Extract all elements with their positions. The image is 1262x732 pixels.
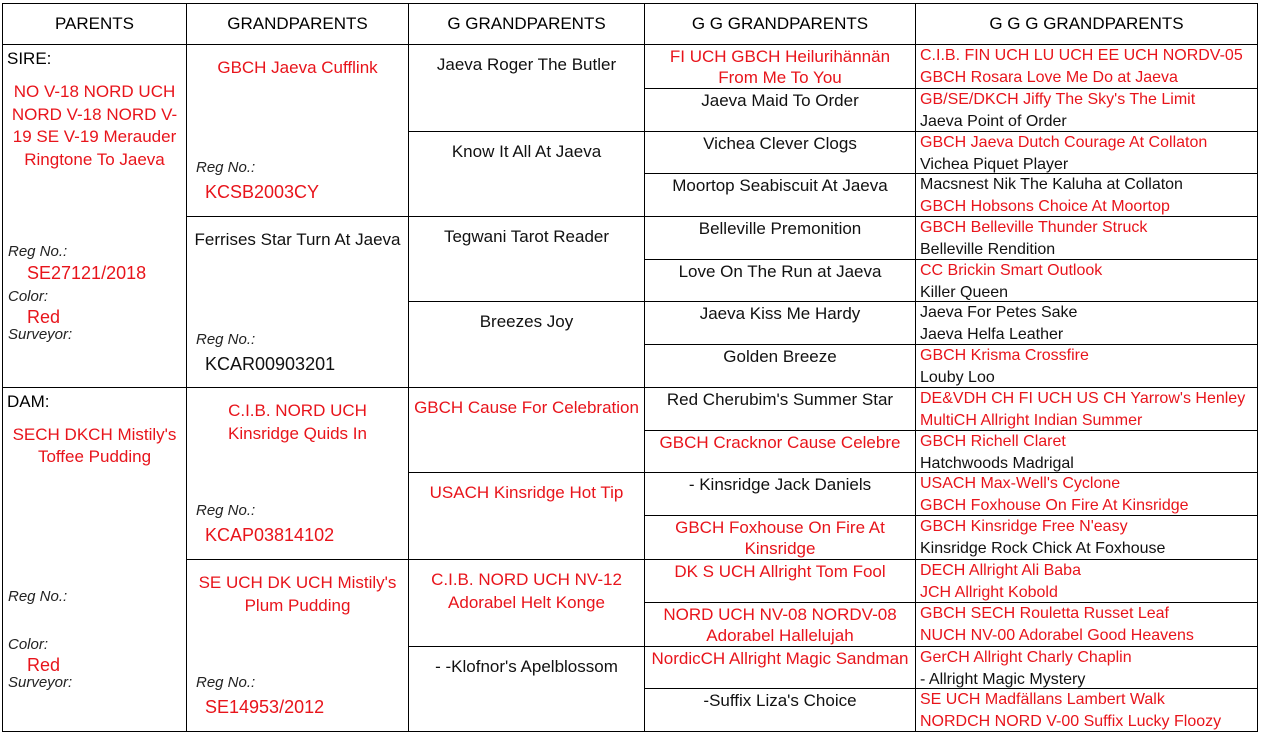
pedigree-row bbox=[3, 387, 1258, 430]
g-grandparent-name[interactable]: Tegwani Tarot Reader bbox=[443, 227, 610, 247]
header-ggg-grandparents: G G G GRANDPARENTS bbox=[916, 4, 1258, 45]
gg-grandparent-name[interactable]: NORD UCH NV-08 NORDV-08 Adorabel Hallelujah bbox=[663, 604, 897, 645]
grandparent-reg-no: SE14953/2012 bbox=[205, 696, 325, 717]
dam-color-label: Color: bbox=[8, 635, 49, 653]
ggg-grandparent-cell bbox=[916, 259, 1258, 302]
g-grandparent-name[interactable]: Know It All At Jaeva bbox=[451, 141, 602, 161]
gg-grandparent-name[interactable]: Red Cherubim's Summer Star bbox=[666, 389, 894, 409]
grandparent-reg-label: Reg No.: bbox=[196, 331, 256, 349]
grandparent-reg-no: KCSB2003CY bbox=[205, 182, 320, 202]
gg-grandparent-name[interactable]: Love On The Run at Jaeva bbox=[678, 261, 882, 281]
gg-grandparent-name[interactable]: Belleville Premonition bbox=[698, 219, 862, 239]
ggg-grandparent-sire[interactable]: GBCH SECH Rouletta Russet Leaf bbox=[920, 604, 1169, 622]
header-parents: PARENTS bbox=[3, 4, 187, 45]
ggg-grandparent-dam[interactable]: GBCH Rosara Love Me Do at Jaeva bbox=[920, 69, 1178, 86]
ggg-grandparent-cell bbox=[916, 45, 1258, 89]
ggg-grandparent-dam[interactable]: Jaeva Point of Order bbox=[920, 113, 1067, 130]
header-g-grandparents: G GRANDPARENTS bbox=[409, 4, 645, 45]
ggg-grandparent-cell bbox=[916, 602, 1258, 646]
ggg-grandparent-dam[interactable]: JCH Allright Kobold bbox=[920, 583, 1058, 601]
gg-grandparent-name[interactable]: Vichea Clever Clogs bbox=[703, 133, 857, 153]
ggg-grandparent-cell bbox=[916, 559, 1258, 602]
ggg-grandparent-cell bbox=[916, 131, 1258, 174]
ggg-grandparent-dam[interactable]: Killer Queen bbox=[920, 283, 1009, 301]
ggg-grandparent-sire[interactable]: DECH Allright Ali Baba bbox=[920, 561, 1081, 579]
g-grandparent-cell bbox=[409, 302, 645, 387]
grandparent-name[interactable]: C.I.B. NORD UCH Kinsridge Quids In bbox=[228, 400, 367, 443]
g-grandparent-cell bbox=[409, 473, 645, 560]
ggg-grandparent-cell bbox=[916, 345, 1258, 388]
ggg-grandparent-sire[interactable]: GBCH Belleville Thunder Struck bbox=[920, 219, 1148, 237]
gg-grandparent-name[interactable]: - Kinsridge Jack Daniels bbox=[688, 475, 872, 495]
pedigree-row bbox=[3, 45, 1258, 89]
gg-grandparent-name[interactable]: DK S UCH Allright Tom Fool bbox=[674, 561, 886, 581]
ggg-grandparent-sire[interactable]: DE&VDH CH FI UCH US CH Yarrow's Henley bbox=[920, 389, 1246, 407]
ggg-grandparent-cell bbox=[916, 430, 1258, 473]
ggg-grandparent-dam[interactable]: - Allright Magic Mystery bbox=[920, 670, 1086, 688]
g-grandparent-cell bbox=[409, 559, 645, 646]
gg-grandparent-cell bbox=[645, 89, 916, 132]
g-grandparent-cell bbox=[409, 217, 645, 302]
ggg-grandparent-sire[interactable]: Jaeva For Petes Sake bbox=[920, 304, 1078, 322]
g-grandparent-name[interactable]: Breezes Joy bbox=[479, 312, 574, 332]
gg-grandparent-name[interactable]: -Suffix Liza's Choice bbox=[703, 691, 857, 711]
g-grandparent-name[interactable]: C.I.B. NORD UCH NV-12 Adorabel Helt Konge bbox=[431, 569, 622, 612]
dam-reg-label: Reg No.: bbox=[8, 587, 68, 605]
grandparent-cell bbox=[187, 387, 409, 559]
g-grandparent-name[interactable]: - -Klofnor's Apelblossom bbox=[435, 656, 618, 676]
sire-reg-label: Reg No.: bbox=[8, 243, 68, 260]
gg-grandparent-cell bbox=[645, 473, 916, 516]
sire-surveyor-label: Surveyor: bbox=[8, 326, 73, 343]
ggg-grandparent-cell bbox=[916, 515, 1258, 559]
ggg-grandparent-dam[interactable]: Hatchwoods Madrigal bbox=[920, 454, 1074, 472]
ggg-grandparent-sire[interactable]: GB/SE/DKCH Jiffy The Sky's The Limit bbox=[920, 91, 1196, 108]
ggg-grandparent-dam[interactable]: Jaeva Helfa Leather bbox=[920, 326, 1064, 344]
sire-color-label: Color: bbox=[8, 288, 49, 305]
ggg-grandparent-cell bbox=[916, 217, 1258, 260]
g-grandparent-name[interactable]: GBCH Cause For Celebration bbox=[414, 397, 639, 417]
gg-grandparent-cell bbox=[645, 345, 916, 388]
grandparent-name[interactable]: GBCH Jaeva Cufflink bbox=[217, 58, 378, 77]
ggg-grandparent-sire[interactable]: Macsnest Nik The Kaluha at Collaton bbox=[920, 176, 1183, 194]
g-grandparent-cell bbox=[409, 131, 645, 216]
gg-grandparent-cell bbox=[645, 646, 916, 689]
ggg-grandparent-dam[interactable]: GBCH Hobsons Choice At Moortop bbox=[920, 198, 1170, 216]
gg-grandparent-name[interactable]: GBCH Foxhouse On Fire At Kinsridge bbox=[675, 517, 885, 558]
gg-grandparent-cell bbox=[645, 259, 916, 302]
gg-grandparent-name[interactable]: FI UCH GBCH Heilurihännän From Me To You bbox=[669, 47, 891, 87]
ggg-grandparent-dam[interactable]: Kinsridge Rock Chick At Foxhouse bbox=[920, 539, 1166, 557]
gg-grandparent-cell bbox=[645, 602, 916, 646]
dam-color: Red bbox=[27, 654, 61, 675]
dam-surveyor-label: Surveyor: bbox=[8, 673, 73, 691]
header-grandparents: GRANDPARENTS bbox=[187, 4, 409, 45]
grandparent-cell bbox=[187, 559, 409, 731]
ggg-grandparent-dam[interactable]: GBCH Foxhouse On Fire At Kinsridge bbox=[920, 497, 1189, 515]
ggg-grandparent-sire[interactable]: CC Brickin Smart Outlook bbox=[920, 261, 1103, 279]
gg-grandparent-name[interactable]: NordicCH Allright Magic Sandman bbox=[651, 648, 909, 668]
pedigree-body bbox=[3, 45, 1258, 732]
gg-grandparent-cell bbox=[645, 689, 916, 732]
header-row bbox=[3, 4, 1258, 45]
ggg-grandparent-cell bbox=[916, 89, 1258, 132]
sire-heading: SIRE: bbox=[7, 49, 52, 68]
pedigree-table bbox=[2, 3, 1258, 732]
g-grandparent-name[interactable]: Jaeva Roger The Butler bbox=[436, 55, 617, 74]
gg-grandparent-name[interactable]: Golden Breeze bbox=[723, 347, 837, 367]
ggg-grandparent-cell bbox=[916, 689, 1258, 732]
gg-grandparent-cell bbox=[645, 217, 916, 260]
pedigree-row bbox=[3, 559, 1258, 602]
gg-grandparent-name[interactable]: GBCH Cracknor Cause Celebre bbox=[659, 432, 901, 452]
sire-color: Red bbox=[27, 307, 61, 327]
g-grandparent-cell bbox=[409, 387, 645, 472]
grandparent-reg-label: Reg No.: bbox=[196, 159, 256, 176]
ggg-grandparent-sire[interactable]: GBCH Kinsridge Free N'easy bbox=[920, 517, 1128, 535]
g-grandparent-cell bbox=[409, 646, 645, 731]
dam-name[interactable]: SECH DKCH Mistily's Toffee Pudding bbox=[12, 424, 177, 467]
ggg-grandparent-sire[interactable]: GBCH Jaeva Dutch Courage At Collaton bbox=[920, 133, 1208, 151]
g-grandparent-cell bbox=[409, 45, 645, 132]
ggg-grandparent-sire[interactable]: GerCH Allright Charly Chaplin bbox=[920, 648, 1132, 666]
ggg-grandparent-dam[interactable]: NORDCH NORD V-00 Suffix Lucky Floozy bbox=[920, 713, 1222, 731]
ggg-grandparent-cell bbox=[916, 387, 1258, 430]
ggg-grandparent-dam[interactable]: Louby Loo bbox=[920, 369, 995, 387]
sire-name[interactable]: NO V-18 NORD UCH NORD V-18 NORD V-19 SE V-19 Merauder Ringtone To Jaeva bbox=[11, 82, 178, 169]
ggg-grandparent-sire[interactable]: SE UCH Madfällans Lambert Walk bbox=[920, 691, 1165, 709]
gg-grandparent-cell bbox=[645, 387, 916, 430]
sire-cell bbox=[3, 45, 187, 388]
gg-grandparent-cell bbox=[645, 515, 916, 559]
ggg-grandparent-dam[interactable]: Vichea Piquet Player bbox=[920, 155, 1069, 173]
ggg-grandparent-sire[interactable]: USACH Max-Well's Cyclone bbox=[920, 475, 1121, 493]
grandparent-reg-no: KCAR00903201 bbox=[205, 354, 336, 375]
grandparent-name[interactable]: Ferrises Star Turn At Jaeva bbox=[194, 230, 401, 250]
grandparent-reg-no: KCAP03814102 bbox=[205, 524, 335, 545]
ggg-grandparent-dam[interactable]: Belleville Rendition bbox=[920, 241, 1056, 259]
gg-grandparent-cell bbox=[645, 559, 916, 602]
ggg-grandparent-cell bbox=[916, 646, 1258, 689]
ggg-grandparent-sire[interactable]: GBCH Krisma Crossfire bbox=[920, 347, 1089, 365]
ggg-grandparent-cell bbox=[916, 302, 1258, 345]
dam-heading: DAM: bbox=[7, 391, 50, 411]
pedigree-row bbox=[3, 217, 1258, 260]
gg-grandparent-cell bbox=[645, 131, 916, 174]
grandparent-reg-label: Reg No.: bbox=[196, 673, 256, 691]
grandparent-name[interactable]: SE UCH DK UCH Mistily's Plum Pudding bbox=[198, 572, 397, 615]
gg-grandparent-cell bbox=[645, 430, 916, 473]
ggg-grandparent-cell bbox=[916, 174, 1258, 217]
ggg-grandparent-sire[interactable]: C.I.B. FIN UCH LU UCH EE UCH NORDV-05 bbox=[920, 47, 1243, 64]
gg-grandparent-cell bbox=[645, 174, 916, 217]
gg-grandparent-cell bbox=[645, 302, 916, 345]
grandparent-reg-label: Reg No.: bbox=[196, 501, 256, 519]
ggg-grandparent-dam[interactable]: MultiCH Allright Indian Summer bbox=[920, 411, 1143, 429]
gg-grandparent-name[interactable]: Jaeva Kiss Me Hardy bbox=[699, 304, 861, 324]
gg-grandparent-name[interactable]: Moortop Seabiscuit At Jaeva bbox=[672, 176, 888, 196]
g-grandparent-name[interactable]: USACH Kinsridge Hot Tip bbox=[429, 483, 624, 503]
header-gg-grandparents: G G GRANDPARENTS bbox=[645, 4, 916, 45]
sire-reg-no: SE27121/2018 bbox=[27, 263, 147, 283]
dam-cell bbox=[3, 387, 187, 731]
ggg-grandparent-cell bbox=[916, 473, 1258, 516]
ggg-grandparent-sire[interactable]: GBCH Richell Claret bbox=[920, 432, 1066, 450]
gg-grandparent-cell bbox=[645, 45, 916, 89]
ggg-grandparent-dam[interactable]: NUCH NV-00 Adorabel Good Heavens bbox=[920, 626, 1194, 644]
grandparent-cell bbox=[187, 45, 409, 217]
grandparent-cell bbox=[187, 217, 409, 388]
gg-grandparent-name[interactable]: Jaeva Maid To Order bbox=[701, 91, 859, 110]
